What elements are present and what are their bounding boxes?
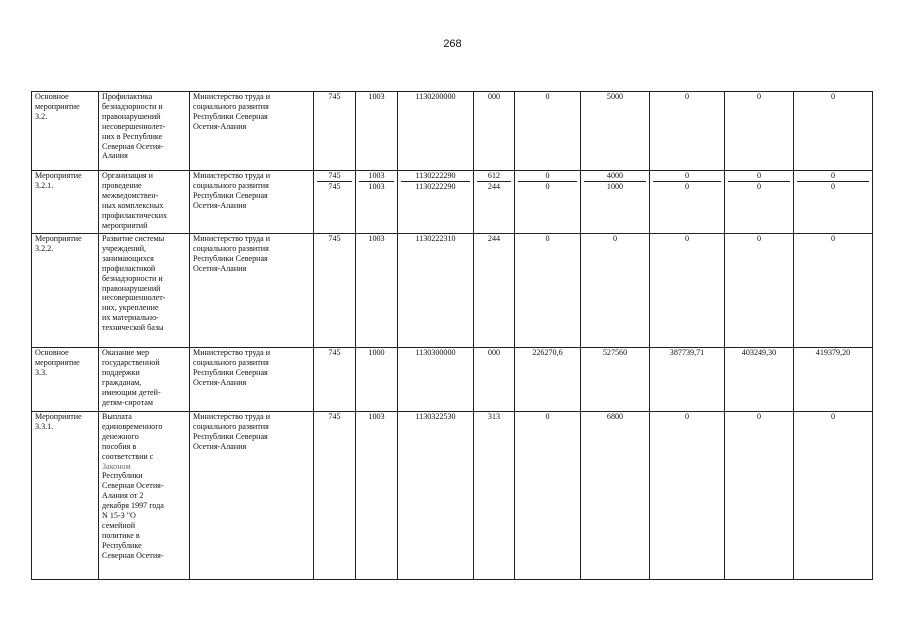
target-article-code-cell: [398, 92, 474, 171]
activity-id-cell-line: Мероприятие: [35, 412, 82, 421]
activity-name-cell: [99, 92, 190, 171]
section-code: 1003: [368, 412, 385, 421]
activity-name-cell-line: N 15-З "О: [102, 511, 136, 521]
value-2018-cell: [794, 92, 873, 171]
activity-id-cell-line: Основное: [35, 348, 69, 357]
section-code-cell: [356, 412, 398, 580]
budget-table: [31, 91, 873, 580]
table-row: [32, 234, 873, 348]
value-2017-cell: [725, 92, 794, 171]
value-2016-cell: [650, 92, 725, 171]
target-article-code: 1130222310: [415, 234, 456, 243]
ministry-code-cell: [314, 412, 356, 580]
value-2014-cell: [515, 171, 581, 234]
activity-name-cell-line: несовершеннолет-: [102, 121, 166, 131]
executor-cell-line: Республики Северная: [193, 111, 268, 121]
ministry-code: 745: [328, 92, 341, 101]
value-2017: 0: [756, 234, 762, 243]
value-2017-cell: [725, 171, 794, 234]
target-article-code: 1130300000: [415, 348, 456, 357]
activity-name-cell-line: Организация и: [102, 171, 153, 180]
activity-name-cell: [99, 412, 190, 580]
activity-id-cell: [32, 348, 99, 412]
executor-cell-line: Министерство труда и: [193, 171, 271, 180]
value-2016: 0: [653, 171, 721, 182]
executor-cell-line: социального развития: [193, 101, 269, 111]
value-2014-cell: [515, 234, 581, 348]
value-2014: 0: [545, 92, 550, 101]
activity-name-cell-line: Республики: [102, 471, 143, 481]
value-2018: 0: [830, 412, 836, 421]
target-article-code-cell: [398, 348, 474, 412]
activity-name-cell-line: декабря 1997 года: [102, 501, 164, 511]
value-2017-cell: [725, 348, 794, 412]
activity-name-cell-line: Профилактика: [102, 92, 153, 101]
executor-cell-line: Осетия-Алания: [193, 441, 247, 451]
activity-name-cell-line: Законом: [102, 461, 131, 471]
target-article-code: 1130322530: [415, 412, 456, 421]
activity-name-cell-line: детям-сиротам: [102, 397, 153, 407]
activity-id-cell-line: Основное: [35, 92, 69, 101]
target-article-code: 1130222290: [415, 181, 456, 191]
expense-type-code: 612: [477, 171, 511, 182]
executor-cell-line: Республики Северная: [193, 367, 268, 377]
value-2015: 6800: [606, 412, 624, 421]
value-2015: 0: [612, 234, 618, 243]
expense-type-code: 313: [487, 412, 501, 421]
ministry-code: 745: [328, 234, 341, 243]
section-code: 1003: [368, 181, 385, 191]
executor-cell-line: Министерство труда и: [193, 348, 271, 357]
value-2016-cell: [650, 234, 725, 348]
section-code-cell: [356, 92, 398, 171]
expense-type-code: 000: [487, 92, 501, 101]
value-2015-cell: [581, 171, 650, 234]
value-2017: 403249,30: [741, 348, 777, 357]
executor-cell-line: Министерство труда и: [193, 412, 271, 421]
activity-name-cell-line: денежного: [102, 431, 139, 441]
value-2014: 226270,6: [532, 348, 563, 357]
value-2016: 0: [684, 412, 690, 421]
activity-id-cell-line: мероприятие: [35, 357, 80, 367]
value-2018: 0: [830, 234, 836, 243]
activity-name-cell-line: межведомствен-: [102, 190, 159, 200]
activity-name-cell-line: гражданам,: [102, 377, 142, 387]
value-2015-cell: [581, 348, 650, 412]
activity-name-cell-line: Алания от 2: [102, 491, 144, 501]
activity-name-cell-line: Северная Осетия-: [102, 550, 164, 560]
section-code-cell: [356, 348, 398, 412]
value-2014: 0: [545, 234, 550, 243]
activity-name-cell-line: ных комплексных: [102, 200, 164, 210]
value-2016: 0: [684, 181, 690, 191]
expense-type-code-cell: [474, 92, 515, 171]
expense-type-code-cell: [474, 234, 515, 348]
activity-name-cell: [99, 234, 190, 348]
executor-cell-line: социального развития: [193, 421, 269, 431]
activity-id-cell: [32, 234, 99, 348]
activity-id-cell-line: 3.2.1.: [35, 180, 54, 190]
value-2014-cell: [515, 348, 581, 412]
activity-name-cell-line: политике в: [102, 530, 140, 540]
expense-type-code: 000: [487, 348, 501, 357]
value-2015: 527560: [602, 348, 628, 357]
ministry-code-cell: [314, 348, 356, 412]
table-row: [32, 92, 873, 171]
activity-name-cell-line: Развитие системы: [102, 234, 165, 243]
executor-cell-line: Республики Северная: [193, 431, 268, 441]
value-2017-cell: [725, 234, 794, 348]
executor-cell-line: социального развития: [193, 243, 269, 253]
table-body: [32, 92, 873, 580]
activity-name-cell-line: проведение: [102, 180, 142, 190]
activity-name-cell-line: технической базы: [102, 323, 164, 333]
executor-cell: [190, 234, 314, 348]
value-2016: 0: [684, 92, 690, 101]
executor-cell-line: Республики Северная: [193, 190, 268, 200]
activity-name-cell-line: них в Республике: [102, 131, 163, 141]
executor-cell-line: Республики Северная: [193, 253, 268, 263]
executor-cell: [190, 171, 314, 234]
table-row: [32, 412, 873, 580]
activity-name-cell-line: мероприятий: [102, 220, 148, 230]
value-2015: 4000: [584, 171, 646, 182]
value-2014-cell: [515, 412, 581, 580]
section-code: 1003: [359, 171, 394, 182]
page-number: 268: [443, 38, 462, 50]
ministry-code: 745: [328, 181, 341, 191]
value-2017: 0: [756, 181, 762, 191]
target-article-code: 1130200000: [415, 92, 456, 101]
activity-name-cell-line: правонарушений: [102, 111, 161, 121]
activity-name-cell-line: пособия в: [102, 441, 137, 451]
activity-id-cell: [32, 412, 99, 580]
ministry-code: 745: [328, 348, 341, 357]
executor-cell-line: Осетия-Алания: [193, 263, 247, 273]
activity-name-cell-line: семейной: [102, 520, 136, 530]
ministry-code: 745: [328, 412, 341, 421]
value-2018-cell: [794, 348, 873, 412]
executor-cell: [190, 92, 314, 171]
activity-name-cell-line: Выплата: [102, 412, 132, 421]
activity-name-cell-line: поддержки: [102, 367, 140, 377]
executor-cell-line: социального развития: [193, 180, 269, 190]
value-2017: 0: [728, 171, 790, 182]
value-2018: 0: [830, 181, 836, 191]
value-2017-cell: [725, 412, 794, 580]
target-article-code: 1130222290: [401, 171, 470, 182]
activity-id-cell: [32, 171, 99, 234]
expense-type-code: 244: [487, 234, 501, 243]
expense-type-code-cell: [474, 412, 515, 580]
activity-name-cell-line: Северная Осетия-: [102, 141, 164, 151]
section-code: 1003: [368, 92, 385, 101]
activity-name-cell-line: безнадзорности и: [102, 273, 163, 283]
value-2018: 0: [797, 171, 869, 182]
value-2014: 0: [518, 171, 577, 182]
activity-name-cell: [99, 171, 190, 234]
executor-cell-line: Осетия-Алания: [193, 200, 247, 210]
ministry-code-cell: [314, 92, 356, 171]
ministry-code: 745: [317, 171, 352, 182]
value-2018-cell: [794, 234, 873, 348]
value-2016: 387739,71: [669, 348, 705, 357]
activity-id-cell-line: 3.2.: [35, 111, 48, 121]
table-row: [32, 348, 873, 412]
value-2018-cell: [794, 412, 873, 580]
ministry-code-cell: [314, 234, 356, 348]
section-code: 1000: [368, 348, 385, 357]
value-2014-cell: [515, 92, 581, 171]
activity-id-cell-line: 3.3.: [35, 367, 48, 377]
executor-cell-line: социального развития: [193, 357, 269, 367]
activity-id-cell-line: Мероприятие: [35, 234, 82, 243]
activity-id-cell-line: 3.2.2.: [35, 243, 54, 253]
value-2016-cell: [650, 412, 725, 580]
activity-name-cell-line: Республике: [102, 540, 142, 550]
value-2016-cell: [650, 348, 725, 412]
activity-name-cell-line: Алания: [102, 151, 128, 161]
activity-name-cell-line: единовременного: [102, 421, 163, 431]
activity-id-cell-line: 3.3.1.: [35, 421, 54, 431]
activity-name-cell-line: правонарушений: [102, 283, 161, 293]
activity-name-cell-line: учреждений,: [102, 243, 147, 253]
activity-name-cell-line: Оказание мер: [102, 348, 150, 357]
target-article-code-cell: [398, 171, 474, 234]
executor-cell-line: Осетия-Алания: [193, 377, 247, 387]
expense-type-code-cell: [474, 171, 515, 234]
activity-name-cell-line: Северная Осетия-: [102, 481, 164, 491]
activity-name-cell-line: государственной: [102, 357, 160, 367]
activity-id-cell-line: Мероприятие: [35, 171, 82, 180]
activity-name-cell-line: профилактических: [102, 210, 168, 220]
value-2018-cell: [794, 171, 873, 234]
activity-name-cell: [99, 348, 190, 412]
activity-name-cell-line: них, укрепление: [102, 303, 159, 313]
value-2015: 1000: [606, 181, 624, 191]
activity-name-cell-line: соответствии с: [102, 451, 154, 461]
value-2018: 419379,20: [815, 348, 851, 357]
activity-id-cell-line: мероприятие: [35, 101, 80, 111]
activity-name-cell-line: занимающихся: [102, 253, 154, 263]
activity-name-cell-line: их материально-: [102, 313, 159, 323]
activity-name-cell-line: профилактикой: [102, 263, 156, 273]
value-2014: 0: [545, 412, 550, 421]
activity-name-cell-line: имеющим детей-: [102, 387, 161, 397]
executor-cell-line: Министерство труда и: [193, 234, 271, 243]
executor-cell: [190, 412, 314, 580]
table-row: [32, 171, 873, 234]
value-2017: 0: [756, 92, 762, 101]
target-article-code-cell: [398, 412, 474, 580]
expense-type-code-cell: [474, 348, 515, 412]
value-2017: 0: [756, 412, 762, 421]
ministry-code-cell: [314, 171, 356, 234]
value-2018: 0: [830, 92, 836, 101]
activity-name-cell-line: безнадзорности и: [102, 101, 163, 111]
value-2015-cell: [581, 234, 650, 348]
executor-cell-line: Осетия-Алания: [193, 121, 247, 131]
value-2014: 0: [545, 181, 550, 191]
value-2015-cell: [581, 412, 650, 580]
activity-id-cell: [32, 92, 99, 171]
executor-cell: [190, 348, 314, 412]
value-2015-cell: [581, 92, 650, 171]
target-article-code-cell: [398, 234, 474, 348]
section-code-cell: [356, 234, 398, 348]
value-2016: 0: [684, 234, 690, 243]
section-code: 1003: [368, 234, 385, 243]
value-2015: 5000: [606, 92, 624, 101]
expense-type-code: 244: [487, 181, 501, 191]
executor-cell-line: Министерство труда и: [193, 92, 271, 101]
activity-name-cell-line: несовершеннолет-: [102, 293, 166, 303]
section-code-cell: [356, 171, 398, 234]
value-2016-cell: [650, 171, 725, 234]
